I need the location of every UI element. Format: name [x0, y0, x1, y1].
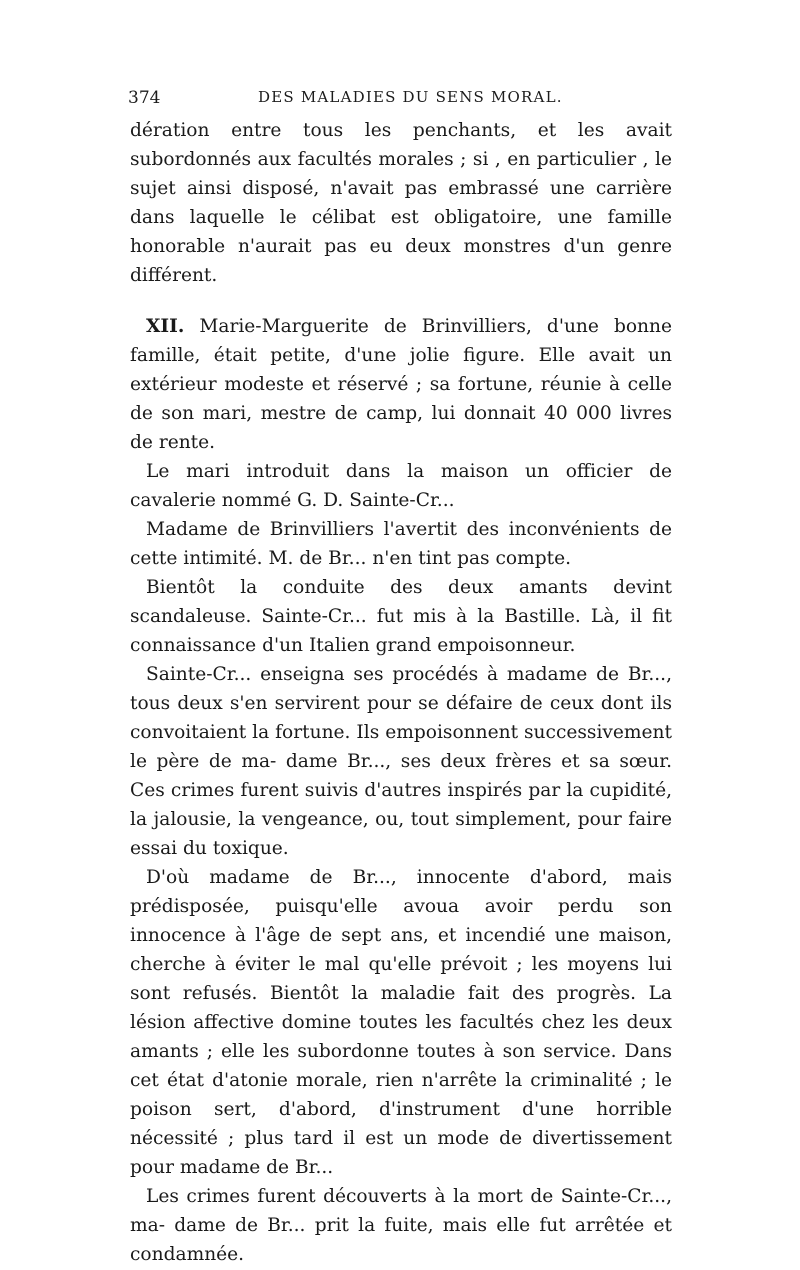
paragraph: dération entre tous les penchants, et les avait subordonnés aux facultés morales ; si , en particulier , le sujet ainsi disposé, n'avait pas embrassé une carrière dans laquelle le célibat est obligatoire, une famille honorable n'aurait pas eu deux monstres d'un genre différent.	[130, 120, 672, 286]
paragraph: Sainte-Cr... enseigna ses procédés à madame de Br..., tous deux s'en servirent pour se défaire de ceux dont ils convoitaient la fortune. Ils empoisonnent successivement le père de ma- dame Br..., ses deux frères et sa sœur. Ces crimes furent suivis d'autres inspirés par la cupidité, la jalousie, la vengeance, ou, tout simplement, pour faire essai du toxique.	[130, 664, 672, 859]
body-text	[130, 116, 672, 1269]
section-number: XII.	[146, 316, 185, 337]
paragraph: Les crimes furent découverts à la mort de Sainte-Cr..., ma- dame de Br... prit la fuite, mais elle fut arrêtée et condamnée.	[130, 1186, 672, 1265]
section-paragraph	[130, 312, 672, 457]
page-number: 374	[128, 88, 161, 108]
paragraph: Madame de Brinvilliers l'avertit des inconvénients de cette intimité. M. de Br... n'en tint pas compte.	[130, 519, 672, 569]
paragraph: D'où madame de Br..., innocente d'abord, mais prédisposée, puisqu'elle avoua avoir perdu son innocence à l'âge de sept ans, et incendié une maison, cherche à éviter le mal qu'elle prévoit ; les moyens lui sont refusés. Bientôt la maladie fait des progrès. La lésion affective domine toutes les facultés chez les deux amants ; elle les subordonne toutes à son service. Dans cet état d'atonie morale, rien n'arrête la criminalité ; le poison sert, d'abord, d'instrument d'une horrible nécessité ; plus tard il est un mode de divertissement pour madame de Br...	[130, 867, 672, 1178]
paragraph-text: Marie-Marguerite de Brinvilliers, d'une bonne famille, était petite, d'une jolie figure. Elle avait un extérieur modeste et réservé ; sa fortune, réunie à celle de son mari, mestre de camp, lui donnait 40 000 livres de rente.	[130, 316, 672, 453]
paragraph: Le mari introduit dans la maison un officier de cavalerie nommé G. D. Sainte-Cr...	[130, 461, 672, 511]
running-head	[128, 88, 680, 114]
running-title: DES MALADIES DU SENS MORAL.	[258, 88, 563, 106]
paragraph: Bientôt la conduite des deux amants devint scandaleuse. Sainte-Cr... fut mis à la Bastille. Là, il fit connaissance d'un Italien grand empoisonneur.	[130, 577, 672, 656]
